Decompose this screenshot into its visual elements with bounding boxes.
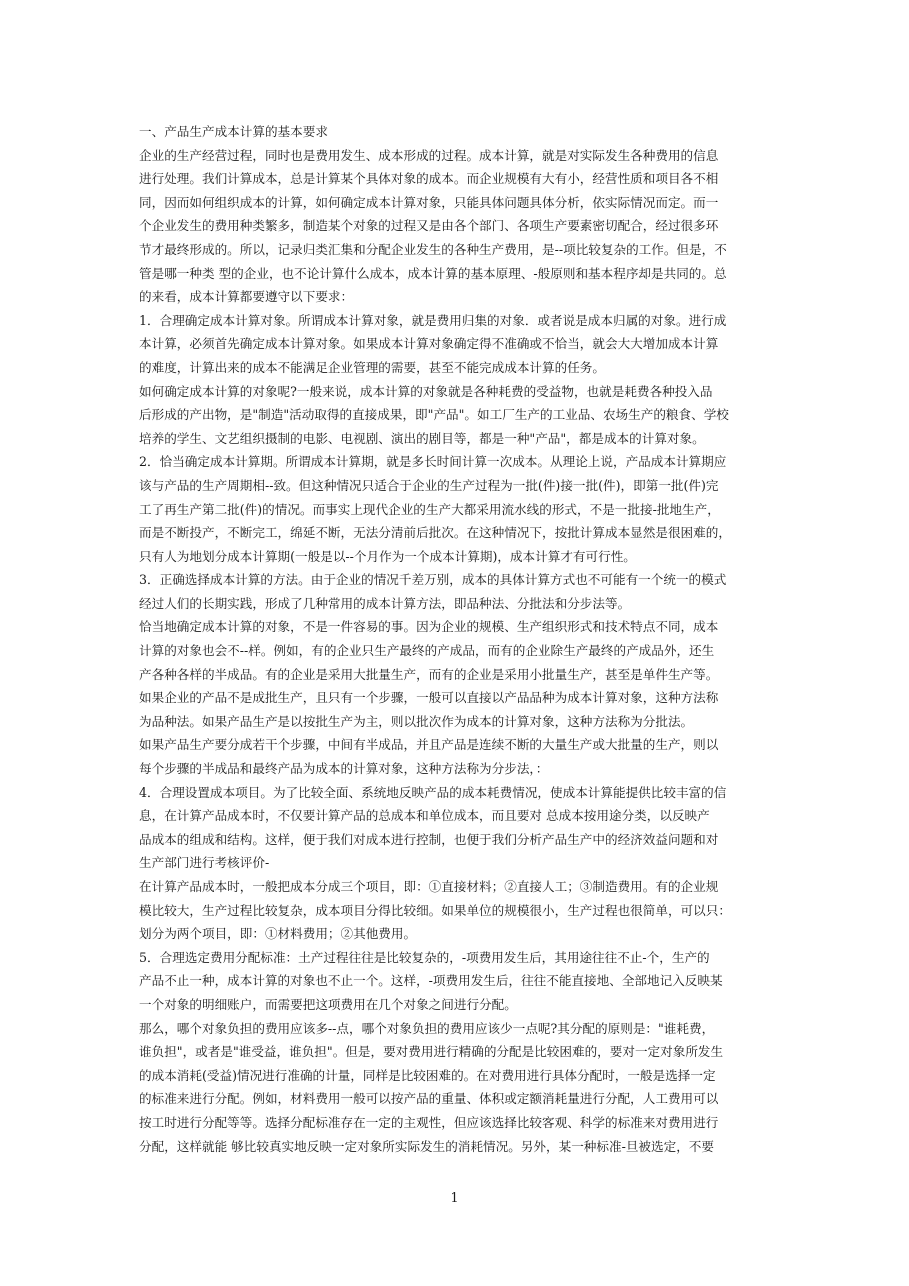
text-line: 生产部门进行考核评价- (139, 855, 270, 871)
text-line: 为品种法。如果产品生产是以按批生产为主，则以批次作为成本的计算对象，这种方法称为分批法。 (139, 713, 694, 729)
text-line: 管是哪一种类 型的企业，也不论计算什么成本，成本计算的基本原理、-般原则和基本程序却是共同的。总 (139, 265, 727, 281)
text-line: 而是不断投产，不断完工，绵延不断，无法分清前后批次。在这种情况下，按批计算成本显然是很困难的， (139, 525, 731, 541)
text-line: 同，因而如何组织成本的计算，如何确定成本计算对象，只能具体问题具体分析，依实际情况而定。而一 (139, 194, 719, 210)
text-line: 工了再生产第二批(件)的情况。而事实上现代企业的生产大都采用流水线的形式，不是一批接-批地生产， (139, 501, 720, 517)
text-line: 企业的生产经营过程，同时也是费用发生、成本形成的过程。成本计算，就是对实际发生各种费用的信息 (139, 147, 719, 163)
text-line: 4．合理设置成本项目。为了比较全面、系统地反映产品的成本耗费情况，使成本计算能提供比较丰富的信 (139, 784, 727, 800)
text-line: 如果产品生产要分成若干个步骤，中间有半成品，并且产品是连续不断的大量生产或大批量的生产，则以 (139, 737, 719, 753)
text-line: 进行处理。我们计算成本，总是计算某个具体对象的成本。而企业规模有大有小，经营性质和项目各不相 (139, 171, 719, 187)
text-line: 分配，这样就能 够比较真实地反映一定对象所实际发生的消耗情况。另外，某一种标准-旦被选定，不要 (139, 1138, 714, 1154)
section-heading: 一、产品生产成本计算的基本要求 (139, 124, 328, 139)
page-number: 1 (450, 1190, 459, 1205)
text-line: 经过人们的长期实践，形成了几种常用的成本计算方法，即品种法、分批法和分步法等。 (139, 595, 631, 611)
text-line: 的来看，成本计算都要遵守以下要求： (139, 289, 354, 305)
text-line: 品成本的组成和结构。这样，便于我们对成本进行控制，也便于我们分析产品生产中的经济效益问题和对 (139, 831, 719, 847)
text-line: 如何确定成本计算的对象呢?一般来说，成本计算的对象就是各种耗费的受益物，也就是耗费各种投入品 (139, 383, 713, 399)
text-line: 节才最终形成的。所以，记录归类汇集和分配企业发生的各种生产费用，是--项比较复杂的工作。但是，不 (139, 241, 727, 257)
text-line: 那么，哪个对象负担的费用应该多--点，哪个对象负担的费用应该少一点呢?其分配的原则是："谁耗费， (139, 1020, 715, 1036)
text-line: 的成本消耗(受益)情况进行准确的计量，同样是比较困难的。在对费用进行具体分配时，一般是选择一定 (139, 1067, 716, 1083)
text-line: 个企业发生的费用种类繁多，制造某个对象的过程又是由各个部门、各项生产要素密切配合，经过很多环 (139, 218, 719, 234)
text-line: 3．正确选择成本计算的方法。由于企业的情况千差万别，成本的具体计算方式也不可能有一个统一的模式 (139, 572, 727, 588)
text-line: 产各种各样的半成品。有的企业是采用大批量生产，而有的企业是采用小批量生产，甚至是单件生产等。 (139, 666, 719, 682)
text-line: 5．合理选定费用分配标准：土产过程往往是比较复杂的，-项费用发生后，其用途往往不止-个，生产的 (139, 949, 710, 965)
text-line: 恰当地确定成本计算的对象，不是一件容易的事。因为企业的规模、生产组织形式和技术特点不同，成本 (139, 619, 719, 635)
text-line: 划分为两个项目，即：①材料费用；②其他费用。 (139, 926, 417, 942)
text-line: 产品不止一种，成本计算的对象也不止一个。这样，-项费用发生后，往往不能直接地、全部地记入反映某 (139, 973, 723, 989)
text-line: 的难度，计算出来的成本不能满足企业管理的需要，甚至不能完成成本计算的任务。 (139, 359, 605, 375)
text-line: 谁负担"，或者是"谁受益，谁负担"。但是，要对费用进行精确的分配是比较困难的，要对一定对象所发生 (139, 1044, 724, 1060)
text-line: 本计算，必须首先确定成本计算对象。如果成本计算对象确定得不准确或不恰当，就会大大增加成本计算 (139, 336, 719, 352)
text-line: 一个对象的明细账户，而需要把这项费用在几个对象之间进行分配。 (139, 996, 517, 1012)
text-line: 的标准来进行分配。例如，材料费用一般可以按产品的重量、体积或定额消耗量进行分配，人工费用可以 (139, 1091, 719, 1107)
text-line: 后形成的产出物，是"制造"活动取得的直接成果，即"产品"。如工厂生产的工业品、农场生产的粮食、学校 (139, 407, 729, 423)
text-line: 该与产品的生产周期相--致。但这种情况只适合于企业的生产过程为一批(件)接一批(件)，即第一批(件)完 (139, 477, 719, 493)
text-line: 每个步骤的半成品和最终产品为成本的计算对象，这种方法称为分步法，： (139, 761, 549, 777)
text-line: 只有人为地划分成本计算期(一般是以--个月作为一个成本计算期)，成本计算才有可行性。 (139, 548, 636, 564)
document-body (139, 120, 779, 1158)
text-line: 息，在计算产品成本时，不仅要计算产品的总成本和单位成本，而且要对 总成本按用途分类，以反映产 (139, 808, 710, 824)
text-line: 1．合理确定成本计算对象。所谓成本计算对象，就是费用归集的对象．或者说是成本归属的对象。进行成 (139, 312, 727, 328)
text-line: 2．恰当确定成本计算期。所谓成本计算期，就是多长时间计算一次成本。从理论上说，产品成本计算期应 (139, 454, 727, 470)
text-line: 模比较大，生产过程比较复杂，成本项目分得比较细。如果单位的规模很小，生产过程也很简单，可以只： (139, 902, 731, 918)
text-line: 如果企业的产品不是成批生产，且只有一个步骤，一般可以直接以产品品种为成本计算对象，这种方法称 (139, 690, 719, 706)
text-line: 按工时进行分配等等。选择分配标准存在一定的主观性，但应该选择比较客观、科学的标准来对费用进行 (139, 1114, 719, 1130)
text-line: 在计算产品成本时，一般把成本分成三个项目，即：①直接材料；②直接人工；③制造费用。有的企业规 (139, 879, 719, 894)
text-line: 计算的对象也会不--样。例如，有的企业只生产最终的产成品，而有的企业除生产最终的产成品外，还生 (139, 643, 715, 659)
text-line: 培养的学生、文艺组织摄制的电影、电视剧、演出的剧目等，都是一种"产品"，都是成本的计算对象。 (139, 430, 705, 446)
